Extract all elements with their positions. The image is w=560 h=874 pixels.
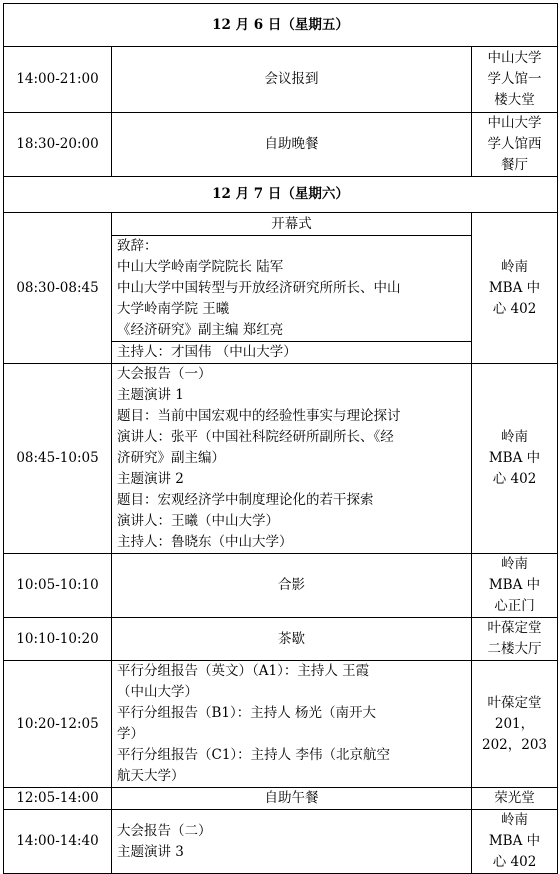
day-header-dec6: 12 月 6 日（星期五） bbox=[4, 4, 558, 47]
text-line: 致辞： bbox=[117, 238, 158, 254]
time-cell: 12:05-14:00 bbox=[4, 788, 112, 810]
text-line: 中山大学中国转型与开放经济研究所所长、中山 bbox=[117, 280, 401, 296]
text-line: 主题演讲 3 bbox=[117, 843, 184, 860]
venue-line: 楼大堂 bbox=[494, 92, 535, 108]
text-line: 平行分组报告（C1）：主持人 李伟（北京航空 bbox=[117, 747, 390, 763]
venue-line: 心 402 bbox=[492, 471, 537, 487]
venue-line: MBA 中 bbox=[488, 450, 541, 466]
venue-line: 岭南 bbox=[501, 556, 529, 572]
text-line: 学） bbox=[117, 726, 144, 742]
venue-cell bbox=[472, 213, 558, 364]
text-line: 主题演讲 1 bbox=[117, 387, 184, 403]
venue-cell bbox=[472, 113, 558, 177]
text-line: （中山大学） bbox=[117, 684, 198, 700]
text-line: 济研究》副主编） bbox=[117, 450, 225, 466]
venue-cell bbox=[472, 788, 558, 810]
event-cell: 自助午餐 bbox=[112, 788, 472, 810]
text-line: 主题演讲 2 bbox=[117, 471, 184, 487]
venue-cell bbox=[472, 554, 558, 618]
text-line: 主持人：鲁晓东（中山大学） bbox=[117, 534, 293, 550]
day-header-row bbox=[4, 4, 558, 47]
venue-cell bbox=[472, 364, 558, 554]
text-line: 中山大学岭南学院院长 陆军 bbox=[117, 259, 284, 275]
venue-cell bbox=[472, 618, 558, 661]
event-title-cell: 开幕式 bbox=[112, 213, 472, 236]
venue-line: 心正门 bbox=[494, 598, 535, 614]
venue-line: MBA 中 bbox=[488, 577, 541, 593]
event-cell: 合影 bbox=[112, 554, 472, 618]
text-line: 航天大学） bbox=[117, 768, 185, 784]
venue-line: 岭南 bbox=[501, 258, 529, 275]
venue-line: 荣光堂 bbox=[494, 790, 535, 806]
venue-line: 202，203 bbox=[481, 736, 548, 753]
venue-line: 201， bbox=[494, 715, 535, 732]
schedule-row bbox=[4, 810, 558, 874]
text-line: 平行分组报告（英文）（A1）：主持人 王霞 bbox=[117, 663, 370, 679]
time-cell: 18:30-20:00 bbox=[4, 113, 112, 177]
event-details-cell bbox=[112, 810, 472, 874]
text-line: 演讲人：张平（中国社科院经研所副所长、《经 bbox=[117, 429, 394, 445]
venue-line: 岭南 bbox=[501, 429, 529, 445]
event-cell: 自助晚餐 bbox=[112, 113, 472, 177]
schedule-row bbox=[4, 618, 558, 661]
host-cell: 主持人：才国伟 （中山大学） bbox=[112, 342, 472, 364]
text-line: 演讲人：王曦（中山大学） bbox=[117, 513, 279, 529]
event-details-cell bbox=[112, 364, 472, 554]
event-cell: 会议报到 bbox=[112, 47, 472, 113]
venue-line: 心 402 bbox=[492, 854, 537, 870]
text-line: 大学岭南学院 王曦 bbox=[117, 301, 230, 317]
venue-cell bbox=[472, 661, 558, 788]
venue-line: 叶葆定堂 bbox=[487, 620, 542, 636]
venue-line: 二楼大厅 bbox=[487, 641, 542, 657]
venue-line: 中山大学 bbox=[487, 50, 542, 66]
schedule-row bbox=[4, 47, 558, 113]
venue-line: 中山大学 bbox=[487, 115, 542, 131]
event-details-cell bbox=[112, 661, 472, 788]
venue-line: 叶葆定堂 bbox=[487, 694, 542, 711]
time-cell: 14:00-14:40 bbox=[4, 810, 112, 874]
text-line: 题目：宏观经济学中制度理论化的若干探索 bbox=[117, 492, 374, 508]
text-line: 《经济研究》副主编 郑红亮 bbox=[117, 322, 284, 338]
schedule-row bbox=[4, 554, 558, 618]
venue-cell bbox=[472, 47, 558, 113]
speech-cell bbox=[112, 236, 472, 342]
schedule-row bbox=[4, 788, 558, 810]
venue-line: 心 402 bbox=[492, 300, 537, 317]
venue-line: 餐厅 bbox=[501, 157, 529, 173]
venue-line: 学人馆西 bbox=[487, 136, 542, 152]
schedule-table bbox=[3, 3, 558, 874]
day-header-dec7: 12 月 7 日（星期六） bbox=[4, 177, 558, 213]
venue-line: 岭南 bbox=[501, 812, 529, 828]
schedule-row bbox=[4, 213, 558, 236]
time-cell: 14:00-21:00 bbox=[4, 47, 112, 113]
text-line: 平行分组报告（B1）：主持人 杨光（南开大 bbox=[117, 705, 377, 721]
time-cell: 10:20-12:05 bbox=[4, 661, 112, 788]
day-header-row bbox=[4, 177, 558, 213]
schedule-row bbox=[4, 113, 558, 177]
time-cell: 10:05-10:10 bbox=[4, 554, 112, 618]
time-cell: 10:10-10:20 bbox=[4, 618, 112, 661]
time-cell: 08:30-08:45 bbox=[4, 213, 112, 364]
venue-cell bbox=[472, 810, 558, 874]
schedule-row bbox=[4, 364, 558, 554]
text-line: 大会报告（二） bbox=[117, 822, 212, 839]
text-line: 题目：当前中国宏观中的经验性事实与理论探讨 bbox=[117, 408, 401, 424]
schedule-row bbox=[4, 661, 558, 788]
time-cell: 08:45-10:05 bbox=[4, 364, 112, 554]
text-line: 大会报告（一） bbox=[117, 366, 212, 382]
venue-line: MBA 中 bbox=[488, 279, 541, 296]
venue-line: 学人馆一 bbox=[487, 71, 542, 87]
event-cell: 茶歇 bbox=[112, 618, 472, 661]
venue-line: MBA 中 bbox=[488, 833, 541, 849]
